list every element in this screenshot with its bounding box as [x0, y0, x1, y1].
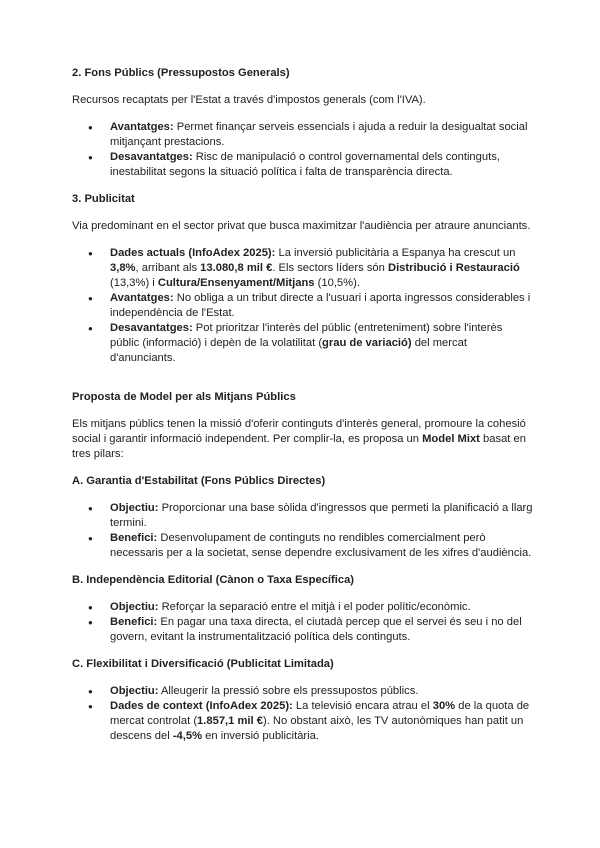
list-item: ● Desavantatges: Pot prioritzar l'interès del públic (entreteniment) sobre l'interès públic (informació) i depèn de la volatilitat (grau de variació) del mercat d'anunciants. — [72, 321, 534, 366]
list-item: ● Objectiu: Proporcionar una base sòlida d'ingressos que permeti la planificació a llarg termini. — [72, 501, 534, 531]
section-3-intro: Via predominant en el sector privat que busca maximitzar l'audiència per atraure anunciants. — [72, 220, 531, 232]
pillar-c-list — [72, 684, 534, 744]
proposal-heading: Proposta de Model per als Mitjans Públics — [72, 391, 296, 403]
list-item: ● Desavantatges: Risc de manipulació o control governamental dels continguts, inestabilitat segons la situació política i falta de transparència directa. — [72, 150, 534, 180]
document-page — [72, 66, 534, 756]
pillar-c-heading: C. Flexibilitat i Diversificació (Publicitat Limitada) — [72, 658, 334, 670]
section-3-list — [72, 246, 534, 366]
list-item: ● Dades actuals (InfoAdex 2025): La inversió publicitària a Espanya ha crescut un 3,8%, arribant als 13.080,8 mil €. Els sectors líders són Distribució i Restauració (13,3%) i Cultura/Ensenyament/Mitjans (10,5%). — [72, 246, 534, 291]
list-item: ● Objectiu: Alleugerir la pressió sobre els pressupostos públics. — [72, 684, 534, 699]
section-2-heading: 2. Fons Públics (Pressupostos Generals) — [72, 67, 290, 79]
list-item: ● Benefici: En pagar una taxa directa, el ciutadà percep que el servei és seu i no del govern, evitant la instrumentalització política dels continguts. — [72, 615, 534, 645]
pillar-b-list — [72, 600, 534, 645]
section-3-heading: 3. Publicitat — [72, 193, 135, 205]
pillar-a-list — [72, 501, 534, 561]
section-2-list — [72, 120, 534, 180]
list-item: ● Benefici: Desenvolupament de continguts no rendibles comercialment però necessaris per a la societat, sense dependre exclusivament de les xifres d'audiència. — [72, 531, 534, 561]
section-2-intro: Recursos recaptats per l'Estat a través d'impostos generals (com l'IVA). — [72, 94, 426, 106]
spacer — [72, 378, 534, 390]
proposal-intro: Els mitjans públics tenen la missió d'oferir continguts d'interès general, promoure la cohesió social i garantir informació independent. Per complir-la, es proposa un Model Mixt basat en tres pilars: — [72, 418, 526, 460]
pillar-b-heading: B. Independència Editorial (Cànon o Taxa Específica) — [72, 574, 355, 586]
list-item: ● Avantatges: No obliga a un tribut directe a l'usuari i aporta ingressos considerables i independència de l'Estat. — [72, 291, 534, 321]
pillar-a-heading: A. Garantia d'Estabilitat (Fons Públics Directes) — [72, 475, 326, 487]
list-item: ● Objectiu: Reforçar la separació entre el mitjà i el poder polític/econòmic. — [72, 600, 534, 615]
list-item: ● Avantatges: Permet finançar serveis essencials i ajuda a reduir la desigualtat social mitjançant prestacions. — [72, 120, 534, 150]
list-item: ● Dades de context (InfoAdex 2025): La televisió encara atrau el 30% de la quota de mercat controlat (1.857,1 mil €). No obstant això, les TV autonòmiques han patit un descens del -4,5% en inversió publicitària. — [72, 699, 534, 744]
